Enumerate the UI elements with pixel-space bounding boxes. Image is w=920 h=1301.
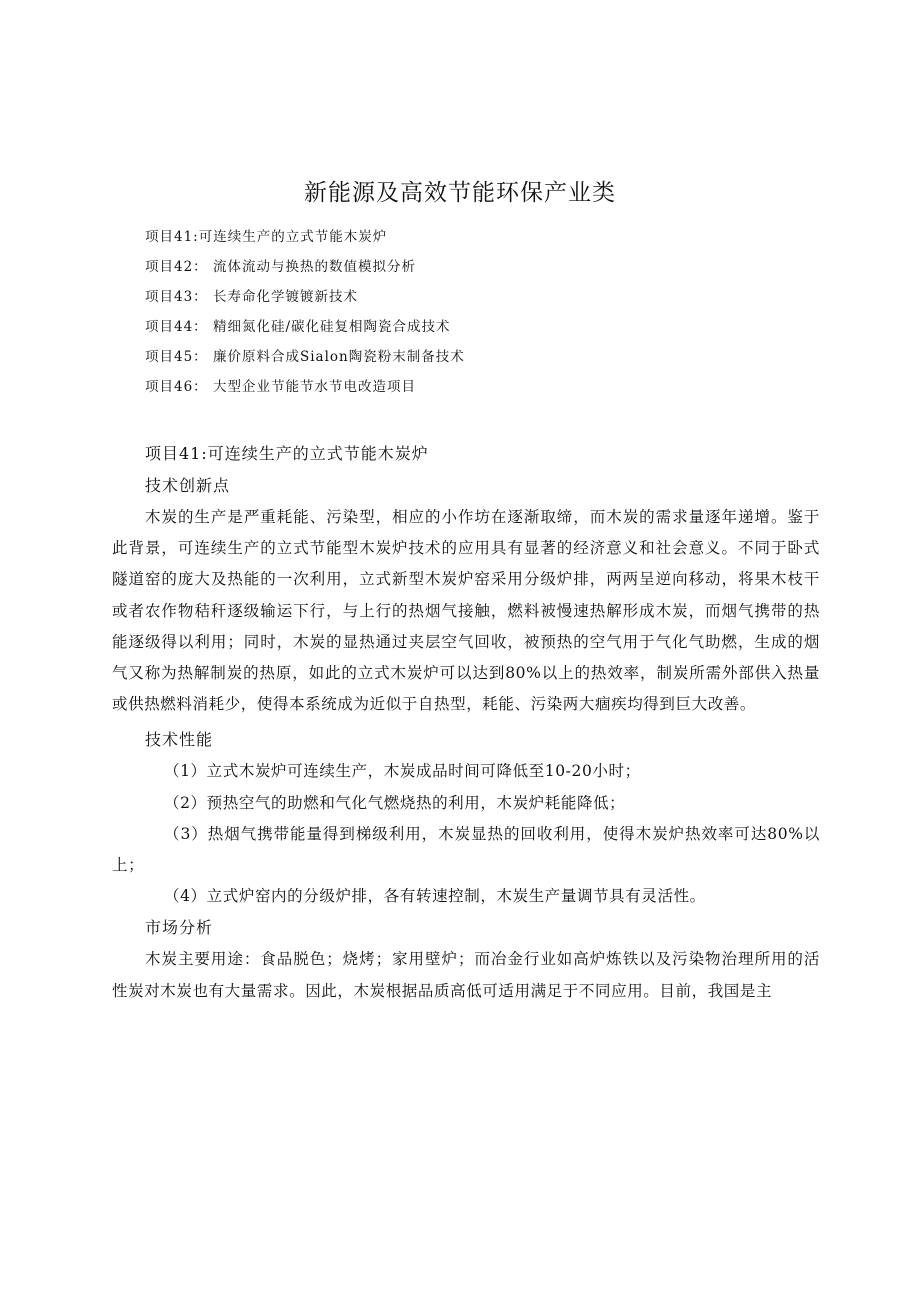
performance-item: （3）热烟气携带能量得到梯级利用，木炭显热的回收利用，使得木炭炉热效率可达80%以上；	[112, 824, 820, 875]
section-heading: 项目41:可连续生产的立式节能木炭炉	[145, 444, 429, 463]
project-list	[145, 222, 795, 402]
project-list-item: 项目42： 流体流动与换热的数值模拟分析	[145, 259, 416, 275]
project-list-item: 项目41:可连续生产的立式节能木炭炉	[145, 229, 388, 245]
market-paragraph: 木炭主要用途：食品脱色；烧烤；家用壁炉；而冶金行业如高炉炼铁以及污染物治理所用的活性炭对木炭也有大量需求。因此，木炭根据品质高低可适用满足于不同应用。目前，我国是主	[112, 950, 820, 1000]
performance-item: （1）立式木炭炉可连续生产，木炭成品时间可降低至10-20小时；	[164, 762, 641, 781]
document-title: 新能源及高效节能环保产业类	[304, 180, 616, 206]
performance-heading: 技术性能	[145, 730, 214, 750]
project-list-item: 项目43： 长寿命化学镀镀新技术	[145, 289, 358, 305]
project-list-item: 项目45： 廉价原料合成Sialon陶瓷粉末制备技术	[145, 349, 465, 365]
market-heading: 市场分析	[145, 918, 214, 938]
innovation-heading: 技术创新点	[145, 476, 231, 495]
performance-item: （2）预热空气的助燃和气化气燃烧热的利用，木炭炉耗能降低；	[164, 793, 626, 812]
section-content	[112, 438, 820, 1007]
project-list-item: 项目44： 精细氮化硅/碳化硅复相陶瓷合成技术	[145, 319, 451, 335]
performance-item: （4）立式炉窑内的分级炉排，各有转速控制，木炭生产量调节具有灵活性。	[164, 887, 706, 906]
project-list-item: 项目46： 大型企业节能节水节电改造项目	[145, 379, 416, 395]
innovation-paragraph: 木炭的生产是严重耗能、污染型，相应的小作坊在逐渐取缔，而木炭的需求量逐年递增。鉴于此背景，可连续生产的立式节能型木炭炉技术的应用具有显著的经济意义和社会意义。不同于卧式隧道窑的庞大及热能的一次利用，立式新型木炭炉窑采用分级炉排，两两呈逆向移动，将果木枝干或者农作物秸秆逐级输运下行，与上行的热烟气接触，燃料被慢速热解形成木炭，而烟气携带的热能逐级得以利用；同时，木炭的显热通过夹层空气回收，被预热的空气用于气化气助燃，生成的烟气又称为热解制炭的热原，如此的立式木炭炉可以达到80%以上的热效率，制炭所需外部供入热量或供热燃料消耗少，使得本系统成为近似于自热型，耗能、污染两大痼疾均得到巨大改善。	[112, 508, 820, 714]
